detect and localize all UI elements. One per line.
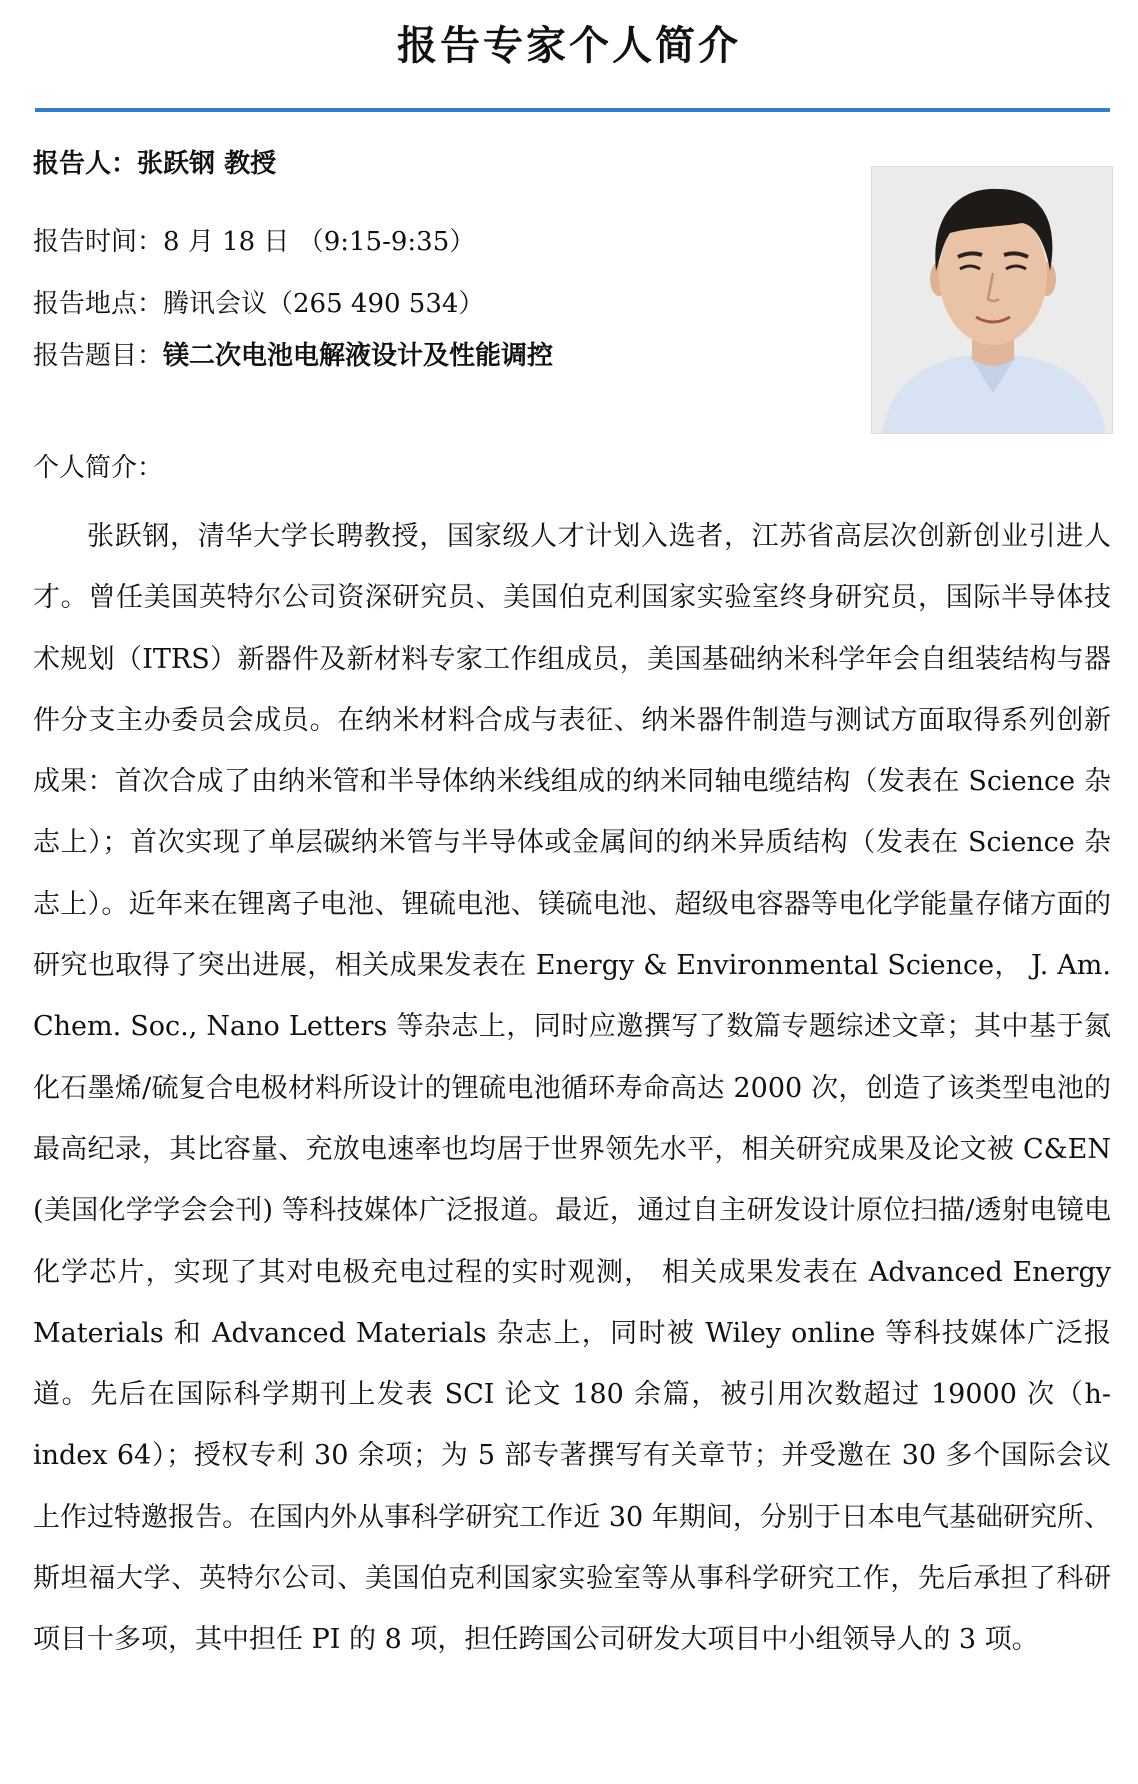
bio-section-title: 个人简介：	[33, 453, 164, 483]
place-line	[33, 284, 484, 324]
topic-label: 报告题目：	[33, 341, 164, 371]
title-divider	[35, 108, 1110, 112]
bio-paragraph: 张跃钢，清华大学长聘教授，国家级人才计划入选者，江苏省高层次创新创业引进人才。曾任美国英特尔公司资深研究员、美国伯克利国家实验室终身研究员，国际半导体技术规划（ITRS）新器件及新材料专家工作组成员，美国基础纳米科学年会自组装结构与器件分支主办委员会成员。在纳米材料合成与表征、纳米器件制造与测试方面取得系列创新成果：首次合成了由纳米管和半导体纳米线组成的纳米同轴电缆结构（发表在 Science 杂志上）；首次实现了单层碳纳米管与半导体或金属间的纳米异质结构（发表在 Science 杂志上）。近年来在锂离子电池、锂硫电池、镁硫电池、超级电容器等电化学能量存储方面的研究也取得了突出进展，相关成果发表在 Energy & Environmental Science， J. Am. Chem. Soc., Nano Letters 等杂志上，同时应邀撰写了数篇专题综述文章；其中基于氮化石墨烯/硫复合电极材料所设计的锂硫电池循环寿命高达 2000 次，创造了该类型电池的最高纪录，其比容量、充放电速率也均居于世界领先水平，相关研究成果及论文被 C&EN (美国化学学会会刊) 等科技媒体广泛报道。最近，通过自主研发设计原位扫描/透射电镜电化学芯片，实现了其对电极充电过程的实时观测， 相关成果发表在 Advanced Energy Materials 和 Advanced Materials 杂志上，同时被 Wiley online 等科技媒体广泛报道。先后在国际科学期刊上发表 SCI 论文 180 余篇，被引用次数超过 19000 次（h-index 64）；授权专利 30 余项；为 5 部专著撰写有关章节；并受邀在 30 多个国际会议上作过特邀报告。在国内外从事科学研究工作近 30 年期间，分别于日本电气基础研究所、斯坦福大学、英特尔公司、美国伯克利国家实验室等从事科学研究工作，先后承担了科研项目十多项，其中担任 PI 的 8 项，担任跨国公司研发大项目中小组领导人的 3 项。	[33, 521, 1111, 1656]
person-portrait-icon	[872, 167, 1113, 434]
speaker-photo	[871, 166, 1113, 434]
speaker-name: 张跃钢 教授	[137, 149, 277, 179]
time-label: 报告时间：	[33, 227, 164, 257]
time-line	[33, 222, 475, 262]
speaker-line	[33, 144, 276, 184]
topic-line	[33, 336, 553, 376]
page-title: 报告专家个人简介	[397, 23, 741, 69]
speaker-label: 报告人：	[33, 149, 138, 179]
time-value: 8 月 18 日 （9:15-9:35）	[163, 227, 476, 257]
topic-value: 镁二次电池电解液设计及性能调控	[163, 341, 554, 371]
place-value: 腾讯会议（265 490 534）	[163, 289, 485, 319]
place-label: 报告地点：	[33, 289, 164, 319]
